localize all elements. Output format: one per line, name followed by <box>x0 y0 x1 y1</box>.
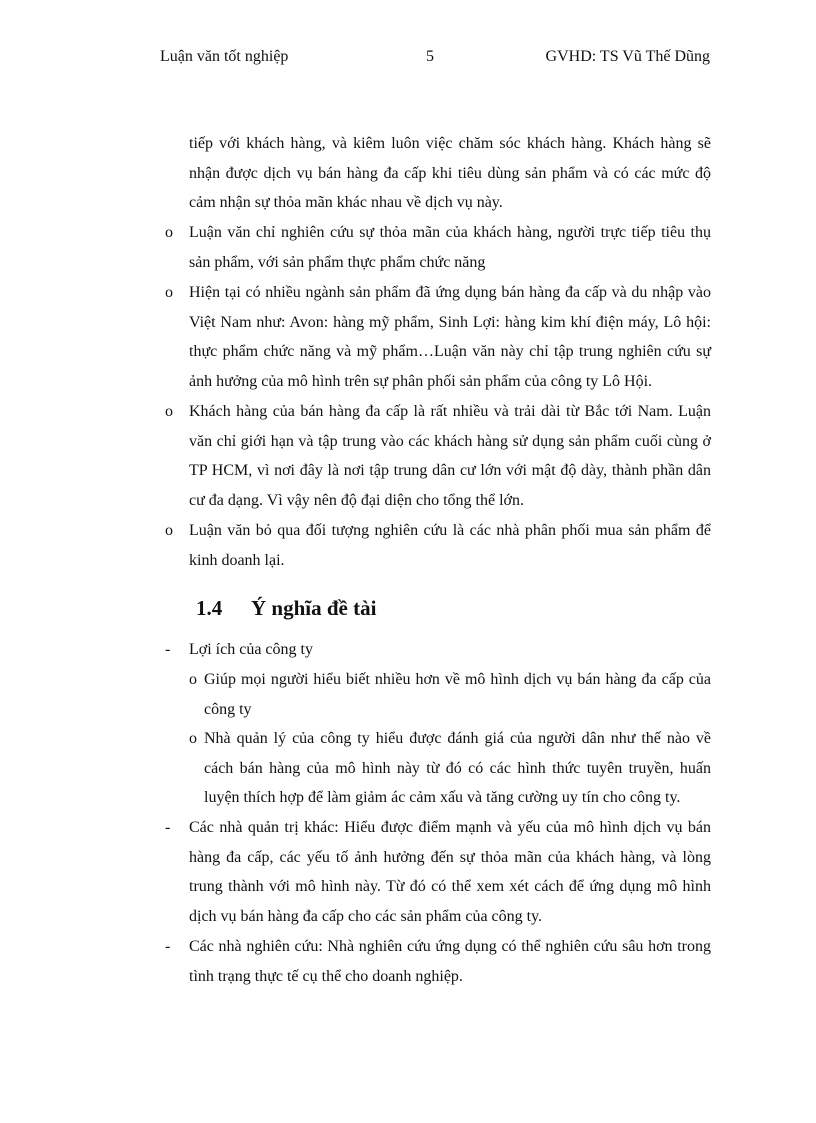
dash-item: Các nhà nghiên cứu: Nhà nghiên cứu ứng dụng có thể nghiên cứu sâu hơn trong tình trạng thực tế cụ thể cho doanh nghiệp. <box>189 938 711 985</box>
dash-marker: - <box>165 938 171 955</box>
header-thesis-label: Luận văn tốt nghiệp <box>160 48 289 65</box>
bullet-item: Khách hàng của bán hàng đa cấp là rất nhiều và trải dài từ Bắc tới Nam. Luận văn chỉ giới hạn và tập trung vào các khách hàng sử dụng sản phẩm cuối cùng ở TP HCM, vì nơi đây là nơi tập trung dân cư lớn với mật độ dày, thành phần dân cư đa dạng. Vì vậy nên độ đại diện cho tổng thể lớn. <box>189 403 711 509</box>
bullet-item: Luận văn chỉ nghiên cứu sự thỏa mãn của khách hàng, người trực tiếp tiêu thụ sản phẩm, với sản phẩm thực phẩm chức năng <box>189 224 711 271</box>
bullet-marker: o <box>165 284 173 301</box>
bullet-marker: o <box>165 522 173 539</box>
bullet-marker: o <box>165 403 173 420</box>
bullet-marker: o <box>165 224 173 241</box>
bullet-item: Luận văn bỏ qua đối tượng nghiên cứu là các nhà phân phối mua sản phẩm để kinh doanh lại. <box>189 522 711 569</box>
sub-bullet-marker: o <box>189 671 197 688</box>
section-heading <box>196 593 376 623</box>
section-title: Ý nghĩa đề tài <box>251 596 377 620</box>
sub-bullet-marker: o <box>189 730 197 747</box>
dash-marker: - <box>165 641 171 658</box>
page-number: 5 <box>426 48 434 65</box>
section-number: 1.4 <box>196 596 223 620</box>
sub-bullet-item: Giúp mọi người hiểu biết nhiều hơn về mô hình dịch vụ bán hàng đa cấp của công ty <box>204 671 711 718</box>
dash-item: Các nhà quản trị khác: Hiểu được điểm mạnh và yếu của mô hình dịch vụ bán hàng đa cấp, các yếu tố ảnh hưởng đến sự thỏa mãn của khách hàng, và lòng trung thành với mô hình này. Từ đó có thể xem xét cách để ứng dụng mô hình dịch vụ bán hàng đa cấp cho các sản phẩm của công ty. <box>189 819 711 925</box>
dash-item: Lợi ích của công ty <box>189 641 313 658</box>
header-advisor: GVHD: TS Vũ Thế Dũng <box>545 48 710 65</box>
sub-bullet-item: Nhà quản lý của công ty hiểu được đánh giá của người dân như thế nào về cách bán hàng của mô hình này từ đó có các hình thức tuyên truyền, huấn luyện thích hợp để làm giảm ác cảm xấu và tăng cường uy tín cho công ty. <box>204 730 711 807</box>
continuation-paragraph: tiếp với khách hàng, và kiêm luôn việc chăm sóc khách hàng. Khách hàng sẽ nhận được dịch vụ bán hàng đa cấp khi tiêu dùng sản phẩm và có các mức độ cảm nhận sự thỏa mãn khác nhau về dịch vụ này. <box>189 135 711 212</box>
dash-marker: - <box>165 819 171 836</box>
bullet-item: Hiện tại có nhiều ngành sản phẩm đã ứng dụng bán hàng đa cấp và du nhập vào Việt Nam như: Avon: hàng mỹ phẩm, Sinh Lợi: hàng kim khí điện máy, Lô hội: thực phẩm chức năng và mỹ phẩm…Luận văn này chỉ tập trung nghiên cứu sự ảnh hưởng của mô hình trên sự phân phối sản phẩm của công ty Lô Hội. <box>189 284 711 390</box>
page-header <box>160 48 716 70</box>
